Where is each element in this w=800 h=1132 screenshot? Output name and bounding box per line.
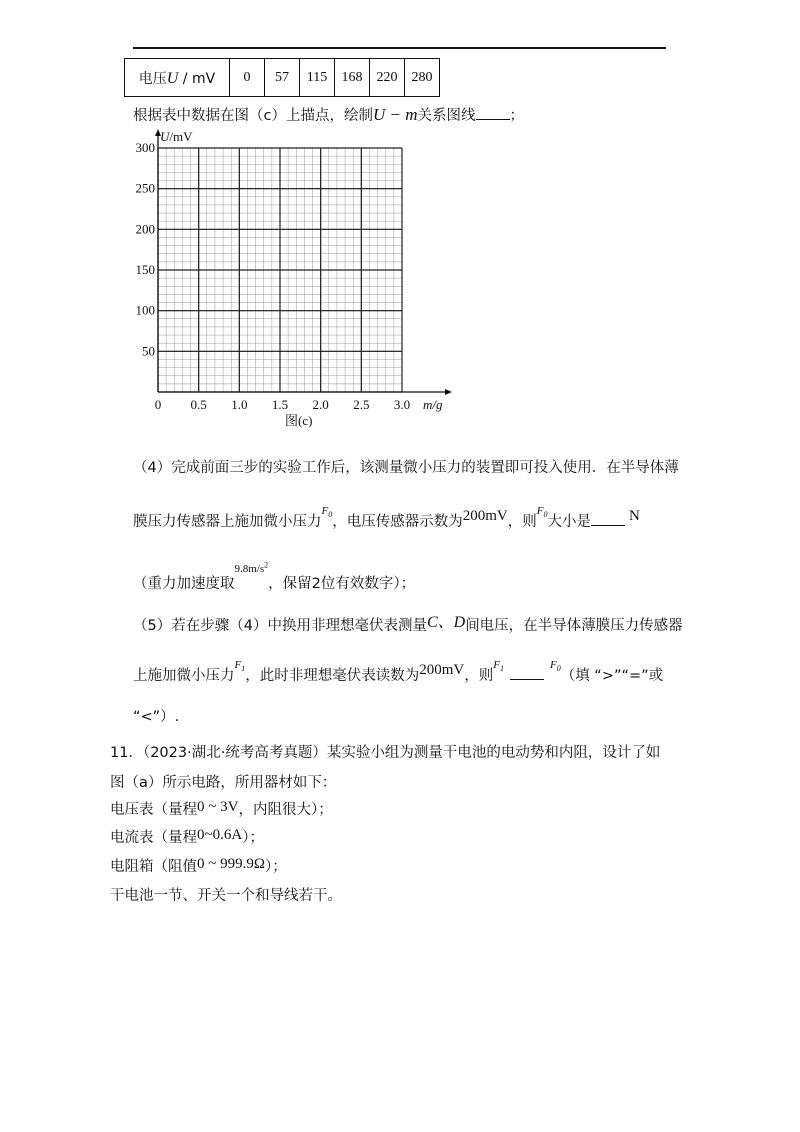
header-unit: / mV [178,70,216,87]
table-cell: 0 [230,59,265,97]
chart-y-tick-labels [136,140,156,358]
voltmeter-text: 电压表（量程 [110,802,197,818]
voltage-data-table [124,58,440,97]
force-F0-ref [536,505,548,520]
y-tick-label: 300 [135,140,155,155]
x-tick-label: 1.0 [231,397,248,412]
q4-line-3 [133,560,416,593]
q4-text-g: （重力加速度取 [133,576,235,592]
force-F0-compare [549,659,561,674]
voltage-value: 200mV [419,662,465,678]
voltage-value: 200mV [462,508,508,524]
q5-text-c: 上施加微小压力 [133,668,235,684]
q3-instruction [133,104,524,125]
table-cell: 168 [335,59,370,97]
force-symbol: F [321,505,329,517]
unit-newton: N [628,508,640,524]
x-tick-label: 0.5 [190,397,207,412]
table-cell: 57 [265,59,300,97]
force-symbol: F [493,659,500,671]
gravity-value [234,560,269,575]
force-F1-ref [493,659,504,674]
table-row [125,59,440,97]
x-tick-label: 1.5 [271,397,289,412]
q4-text-b: ，电压传感器示数为 [332,514,463,530]
table-cell: 115 [300,59,335,97]
voltmeter-note: ，内阻很大）； [238,802,333,818]
points-cd: C、D [426,614,466,631]
q5-line-2 [133,659,664,685]
q5-line-3: “<”）. [133,709,180,725]
q5-text-a: （5）若在步骤（4）中换用非理想毫伏表测量 [133,618,427,634]
q5-text-d: ，此时非理想毫伏表读数为 [245,668,420,684]
q4-line-2 [133,505,640,531]
q11-line-2: 图（a）所示电路，所用器材如下： [110,775,337,791]
q3-text-before: 根据表中数据在图（c）上描点，绘制 [133,108,373,124]
force-subscript: 0 [328,510,333,520]
answer-blank[interactable] [510,679,544,680]
q4-text-h: ，保留2位有效数字）； [268,576,416,592]
q11-line-1: 11．（2023·湖北·统考高考真题）某实验小组为测量干电池的电动势和内阻，设计了如 [110,745,661,761]
graph-paper-chart [120,128,460,438]
chart-x-axis-label: m/g [423,397,443,412]
gravity-number: 9.8m/s [234,563,265,575]
q4-line-1: （4）完成前面三步的实验工作后，该测量微小压力的装置即可投入使用．在半导体薄 [133,460,679,476]
q5-line-1 [133,612,683,635]
q5-text-b: 间电压，在半导体薄膜压力传感器 [465,618,683,634]
y-label-unit: /mV [169,129,193,144]
q11-ammeter [110,826,264,847]
force-F1 [234,659,246,674]
chart-x-tick-labels [155,397,410,412]
gravity-exponent: 2 [264,560,269,570]
y-tick-label: 200 [135,221,155,237]
answer-blank[interactable] [476,119,510,120]
y-tick-label: 50 [142,343,155,359]
force-subscript: 0 [543,510,548,520]
table-cell: 280 [405,59,440,97]
header-prefix: 电压 [138,70,167,87]
q11-voltmeter [110,798,333,819]
resistance-box-text: 电阻箱（阻值 [110,859,197,875]
force-F0 [321,505,333,520]
resistance-box-range: 0 ~ 999.9Ω [197,856,266,872]
y-tick-label: 100 [135,302,155,318]
q5-text-f: （填 “>”“=”或 [560,668,664,684]
resistance-box-note: ）； [265,859,287,875]
chart-y-axis-label [160,129,193,144]
x-tick-label: 3.0 [393,397,411,412]
voltmeter-range: 0 ~ 3V [197,799,239,815]
force-subscript: 1 [499,664,504,674]
chart-major-grid [158,148,402,392]
force-symbol: F [549,659,557,671]
q3-text-end: ； [509,108,525,124]
q4-text-c: ，则 [507,514,537,530]
answer-blank[interactable] [591,525,625,526]
ammeter-text: 电流表（量程 [110,830,197,846]
force-subscript: 0 [556,664,561,674]
force-symbol: F [234,659,242,671]
force-symbol: F [536,505,544,517]
x-tick-label: 2.5 [353,397,370,412]
q4-text-a: 膜压力传感器上施加微小压力 [133,514,322,530]
page-top-rule [133,47,666,49]
ammeter-note: ）； [242,830,264,846]
force-subscript: 1 [241,664,246,674]
q3-variable: U − m [372,105,418,124]
x-tick-label: 2.0 [312,397,329,412]
table-header-cell [125,59,230,97]
q4-text-d: 大小是 [547,514,591,530]
q11-resistance-box [110,855,287,876]
y-tick-label: 250 [135,180,155,196]
table-cell: 220 [370,59,405,97]
x-tick-label: 0 [154,397,162,412]
y-label-var: U [160,129,170,144]
chart-caption: 图(c) [285,413,313,428]
x-axis-arrow [445,389,452,395]
header-variable: U [166,69,179,87]
y-tick-label: 150 [135,262,155,277]
q5-text-e: ，则 [464,668,494,684]
ammeter-range: 0~0.6A [197,827,243,843]
q11-last-line: 干电池一节、开关一个和导线若干。 [110,888,342,904]
q3-text-after: 关系图线 [417,108,476,124]
